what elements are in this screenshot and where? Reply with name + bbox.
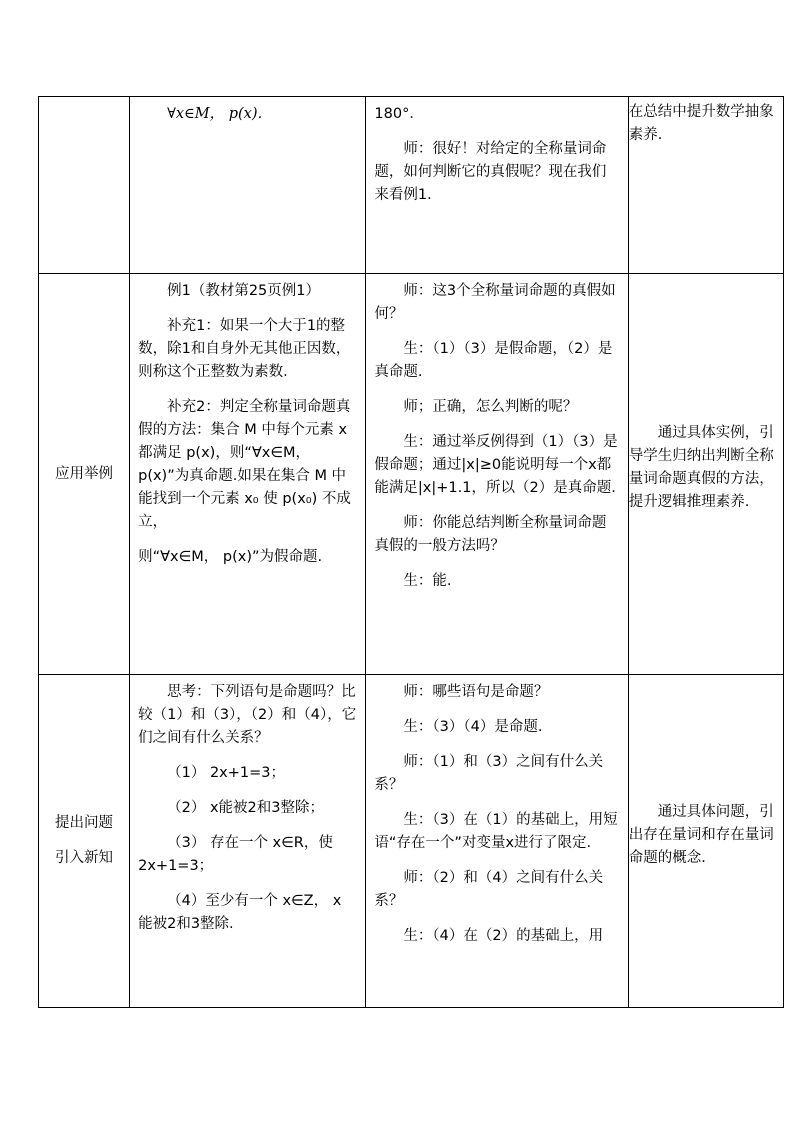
dialog-line: 生：（3）（4）是命题. [403,719,543,735]
stage-label: 提出问题 [55,815,114,831]
content-paragraph: （1） 2x+1=3； [167,765,285,781]
intent-text: 在总结中提升数学抽象素养. [628,104,774,143]
content-paragraph: 补充1：如果一个大于1的整数，除1和自身外无其他正因数，则称这个正整数为素数. [138,318,351,380]
content-cell [130,274,366,675]
content-paragraph: （2） x能被2和3整除； [167,800,324,816]
content-cell [130,675,366,1008]
dialog-line: 生：（3）在（1）的基础上，用短语“存在一个”对变量x进行了限定. [374,812,618,851]
dialog-line: 生：能. [403,573,452,589]
table-row [39,675,784,1008]
dialog-line: 师：哪些语句是命题？ [403,684,549,700]
content-paragraph: 思考：下列语句是命题吗？比较（1）和（3），（2）和（4），它们之间有什么关系？ [138,684,357,746]
dialog-line: 师：你能总结判断全称量词命题真假的一般方法吗？ [374,515,607,554]
intent-cell [628,97,783,274]
table-row [39,97,784,274]
content-paragraph: （4）至少有一个 x∈Z， x 能被2和3整除. [138,893,342,932]
intent-cell [628,274,783,675]
content-paragraph: 例1（教材第25页例1） [167,283,321,299]
dialog-cell [366,97,628,274]
dialog-line: 生：（4）在（2）的基础上，用 [403,928,604,944]
dialog-line: 生：通过举反例得到（1）（3）是假命题；通过|x|≥0能说明每一个x都能满足|x|+1.1，所以（2）是真命题. [374,434,618,496]
dialog-line: 师：这3个全称量词命题的真假如何？ [374,283,616,322]
dialog-cell [366,274,628,675]
intent-cell [628,675,783,1008]
dialog-line: 师：（2）和（4）之间有什么关系？ [374,870,604,909]
dialog-line: 180°． [374,106,424,122]
content-paragraph: 补充2：判定全称量词命题真假的方法：集合 M 中每个元素 x 都满足 p(x)，则“∀x∈M， p(x)”为真命题.如果在集合 M 中能找到一个元素 x₀ 使 p(x₀) 不成立， [138,399,351,530]
dialog-cell [366,675,628,1008]
content-cell [130,97,366,274]
stage-cell [39,97,130,274]
table-row [39,274,784,675]
stage-label: 应用举例 [55,465,114,482]
content-paragraph: 则“∀x∈M， p(x)”为假命题. [138,549,323,565]
dialog-line: 师：（1）和（3）之间有什么关系？ [374,754,604,793]
content-paragraph: ∀x∈M， p(x)． [167,106,273,122]
stage-cell [39,274,130,675]
dialog-line: 师：很好！对给定的全称量词命题，如何判断它的真假呢？现在我们来看例1. [374,141,607,203]
dialog-line: 生：（1）（3）是假命题，（2）是真命题. [374,341,613,380]
stage-label: 引入新知 [55,850,114,866]
intent-text: 通过具体实例，引导学生归纳出判断全称量词命题真假的方法，提升逻辑推理素养. [628,425,774,510]
content-paragraph: （3） 存在一个 x∈R，使 2x+1=3； [138,835,333,874]
intent-text: 通过具体问题，引出存在量词和存在量词命题的概念. [628,803,774,866]
dialog-line: 师；正确，怎么判断的呢？ [403,399,578,415]
stage-cell [39,675,130,1008]
lesson-plan-table [38,96,784,1008]
